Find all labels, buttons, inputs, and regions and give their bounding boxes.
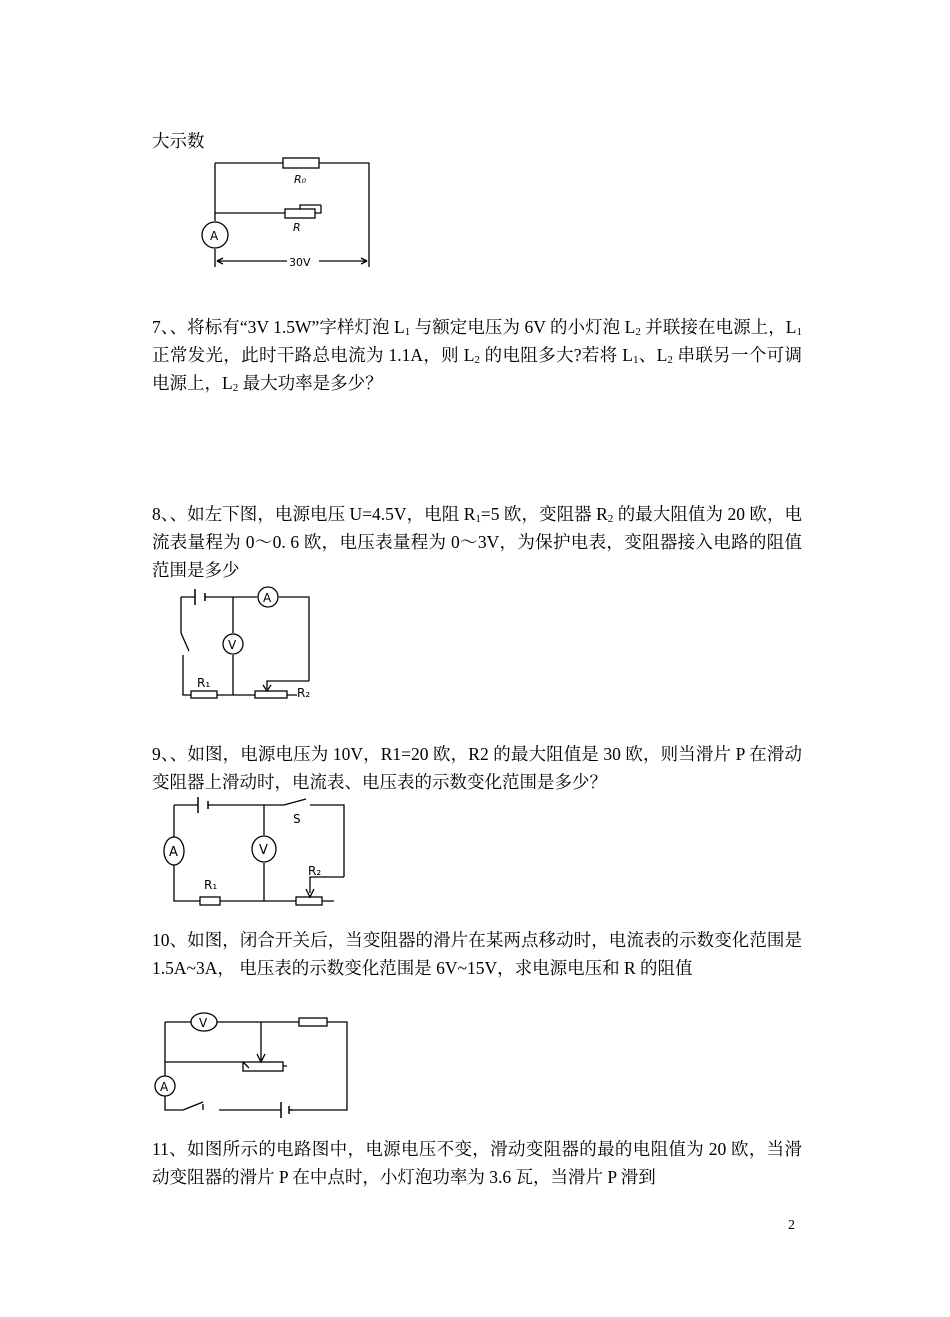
battery — [198, 797, 208, 813]
fragment-text: 大示数 — [152, 131, 205, 151]
voltmeter-label: V — [199, 1016, 208, 1030]
label-r1: R₁ — [197, 676, 211, 690]
resistor-r1 — [191, 691, 217, 698]
switch-label: S — [293, 812, 301, 826]
label-r: R — [293, 221, 301, 234]
label-voltage: 30V — [289, 256, 311, 269]
battery — [195, 589, 205, 605]
question-7: 7、、将标有“3V 1.5W”字样灯泡 $L_1$ 与额定电压为 6V 的小灯泡 $L_2$ 并联接在电源上，$L_1$ 正常发光，此时干路总电流为 1.1A，则 $L_2$ 的电阻多大?若将 $L_1$、$L_2$ 串联另一个可调电源上，$L_2$ 最大功率是多少？ — [152, 317, 803, 394]
circuit-diagram-q10 — [155, 1010, 355, 1120]
voltmeter-label: V — [228, 638, 237, 652]
label-r1: R₁ — [204, 878, 218, 892]
page-number: 2 — [788, 1218, 795, 1233]
wire — [165, 1022, 347, 1110]
ammeter-label: A — [210, 229, 219, 243]
label-r0: R₀ — [294, 173, 307, 186]
circuit-diagram-q6 — [195, 155, 380, 273]
wire — [215, 163, 369, 267]
circuit-diagram-q9 — [160, 795, 355, 910]
switch — [181, 633, 189, 651]
resistor — [299, 1018, 327, 1026]
label-r2: R₂ — [297, 686, 311, 700]
ammeter-label: A — [169, 845, 178, 860]
circuit-diagram-q8 — [175, 585, 325, 705]
ammeter-label: A — [263, 591, 272, 605]
switch — [183, 1102, 203, 1110]
question-10: 10、如图，闭合开关后，当变阻器的滑片在某两点移动时，电流表的示数变化范围是 1.5A~3A， 电压表的示数变化范围是 6V~15V，求电源电压和 R 的阻值 — [152, 930, 802, 978]
rheostat — [243, 1062, 283, 1071]
rheostat-r2 — [255, 691, 287, 698]
resistor-r1 — [200, 897, 220, 905]
question-8: 8、、如左下图，电源电压 U=4.5V，电阻 $R_1=5$ 欧，变阻器 $R_2$ 的最大阻值为 20 欧，电流表量程为 0～0. 6 欧，电压表量程为 0～3V，为保护电表，变阻器接入电路的阻值范围是多少 — [152, 504, 802, 580]
question-11: 11、如图所示的电路图中，电源电压不变，滑动变阻器的最的电阻值为 20 欧，当滑动变阻器的滑片 P 在中点时，小灯泡功率为 3.6 瓦，当滑片 P 滑到 — [152, 1139, 802, 1187]
label-r2: R₂ — [308, 864, 322, 878]
rheostat-r2 — [296, 897, 322, 905]
ammeter-label: A — [160, 1080, 169, 1094]
resistor-r0 — [283, 158, 319, 168]
rheostat-r — [285, 209, 315, 218]
question-9: 9、、如图，电源电压为 10V，R1=20 欧，R2 的最大阻值是 30 欧，则当滑片 P 在滑动变阻器上滑动时，电流表、电压表的示数变化范围是多少？ — [152, 744, 802, 792]
switch — [284, 799, 306, 805]
voltmeter-label: V — [259, 843, 268, 858]
battery — [281, 1102, 293, 1118]
